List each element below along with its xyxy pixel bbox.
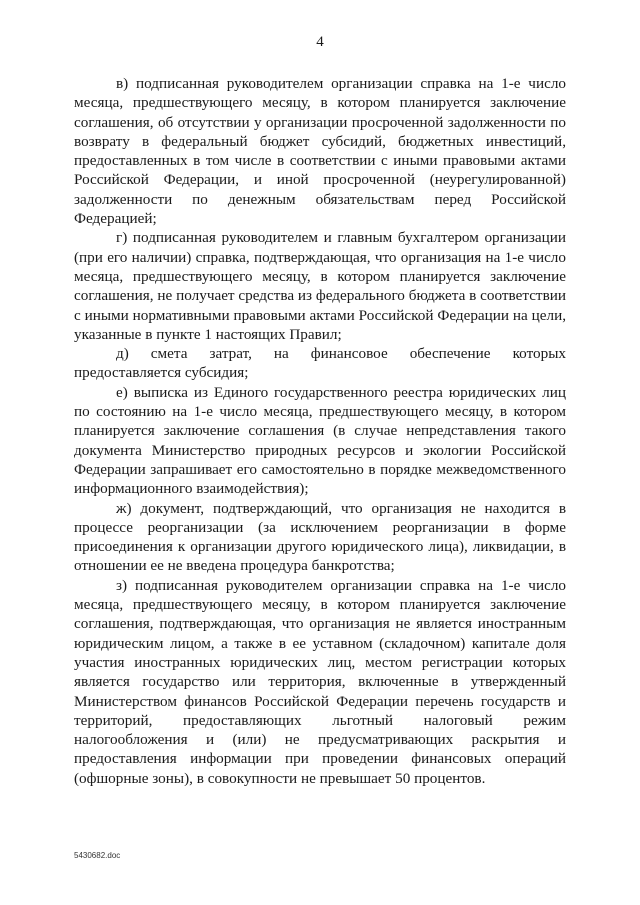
paragraph-e: е) выписка из Единого государственного реестра юридических лиц по состоянию на 1-е число месяца, предшествующего месяцу, в котором планируется заключение соглашения (в случае непредставления такого документа Министерство природных ресурсов и экологии Российской Федерации запрашивает его самостоятельно в порядке межведомственного информационного взаимодействия);	[74, 383, 566, 498]
document-body	[74, 74, 566, 788]
page-number: 4	[316, 34, 324, 50]
paragraph-v: в) подписанная руководителем организации справка на 1-е число месяца, предшествующего месяцу, в котором планируется заключение соглашения, об отсутствии у организации просроченной задолженности по возврату в федеральный бюджет субсидий, бюджетных инвестиций, предоставленных в том числе в соответствии с иными правовыми актами Российской Федерации, и иной просроченной (неурегулированной) задолженности по денежным обязательствам перед Российской Федерацией;	[74, 75, 566, 228]
paragraph-z: з) подписанная руководителем организации справка на 1-е число месяца, предшествующего месяцу, в котором планируется заключение соглашения, подтверждающая, что организация не является иностранным юридическим лицом, а также в ее уставном (складочном) капитале доля участия иностранных юридических лиц, местом регистрации которых является государство или территория, включенные в утвержденный Министерством финансов Российской Федерации перечень государств и территорий, предоставляющих льготный налоговый режим налогообложения и (или) не предусматривающих раскрытия и предоставления информации при проведении финансовых операций (офшорные зоны), в совокупности не превышает 50 процентов.	[74, 576, 566, 787]
file-name-footer: 5430682.doc	[74, 851, 121, 860]
paragraph-g: г) подписанная руководителем и главным бухгалтером организации (при его наличии) справка, подтверждающая, что организация на 1-е число месяца, предшествующего месяцу, в котором планируется заключение соглашения, не получает средства из федерального бюджета в соответствии с иными нормативными правовыми актами Российской Федерации на цели, указанные в пункте 1 настоящих Правил;	[74, 229, 566, 343]
paragraph-d: д) смета затрат, на финансовое обеспечение которых предоставляется субсидия;	[74, 345, 566, 382]
paragraph-zh: ж) документ, подтверждающий, что организация не находится в процессе реорганизации (за исключением реорганизации в форме присоединения к организации другого юридического лица), ликвидации, в отношении ее не введена процедура банкротства;	[74, 499, 566, 575]
